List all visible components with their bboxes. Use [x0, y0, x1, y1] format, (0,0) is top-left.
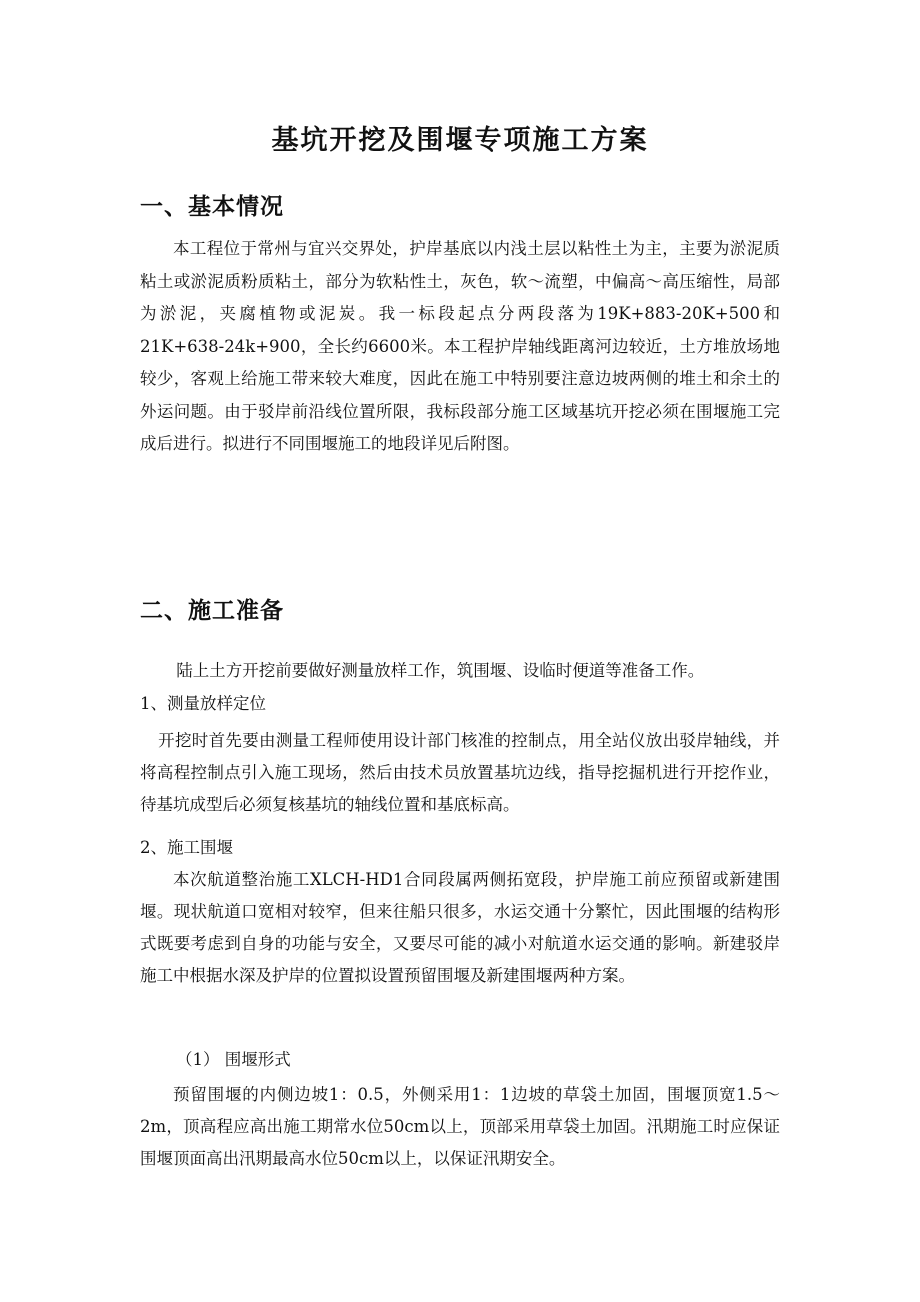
preparation-intro: 陆上土方开挖前要做好测量放样工作，筑围堰、设临时便道等准备工作。 [176, 661, 705, 680]
section-heading-preparation: 二、施工准备 [140, 598, 284, 624]
subitem-text-cofferdam-form: 预留围堰的内侧边坡1：0.5，外侧采用1：1边坡的草袋土加固，围堰顶宽1.5～2m，顶高程应高出施工期常水位50cm以上，顶部采用草袋土加固。汛期施工时应保证围堰顶面高出汛期最高水位50cm以上，以保证汛期安全。 [140, 1085, 780, 1168]
section-heading-basic-info: 一、基本情况 [140, 194, 284, 220]
item-text-cofferdam: 本次航道整治施工XLCH-HD1合同段属两侧拓宽段，护岸施工前应预留或新建围堰。现状航道口宽相对较窄，但来往船只很多，水运交通十分繁忙，因此围堰的结构形式既要考虑到自身的功能与安全，又要尽可能的减小对航道水运交通的影响。新建驳岸施工中根据水深及护岸的位置拟设置预留围堰及新建围堰两种方案。 [140, 870, 780, 985]
document-title: 基坑开挖及围堰专项施工方案 [271, 125, 649, 156]
section-paragraph-basic-info: 本工程位于常州与宜兴交界处，护岸基底以内浅土层以粘性土为主，主要为淤泥质粘土或淤泥质粉质粘土，部分为软粘性土，灰色，软～流塑，中偏高～高压缩性，局部为淤泥，夹腐植物或泥炭。我一标段起点分两段落为19K+883-20K+500和21K+638-24k+900，全长约6600米。本工程护岸轴线距离河边较近，土方堆放场地较少，客观上给施工带来较大难度，因此在施工中特别要注意边坡两侧的堆土和余土的外运问题。由于驳岸前沿线位置所限，我标段部分施工区域基坑开挖必须在围堰施工完成后进行。拟进行不同围堰施工的地段详见后附图。 [140, 239, 780, 453]
item-label-cofferdam: 2、施工围堰 [140, 838, 233, 857]
item-text-survey: 开挖时首先要由测量工程师使用设计部门核准的控制点，用全站仪放出驳岸轴线，并将高程控制点引入施工现场，然后由技术员放置基坑边线，指导挖掘机进行开挖作业，待基坑成型后必须复核基坑的轴线位置和基底标高。 [140, 731, 780, 814]
item-label-survey: 1、测量放样定位 [140, 694, 266, 713]
subitem-label-cofferdam-form: （1） 围堰形式 [176, 1050, 291, 1069]
